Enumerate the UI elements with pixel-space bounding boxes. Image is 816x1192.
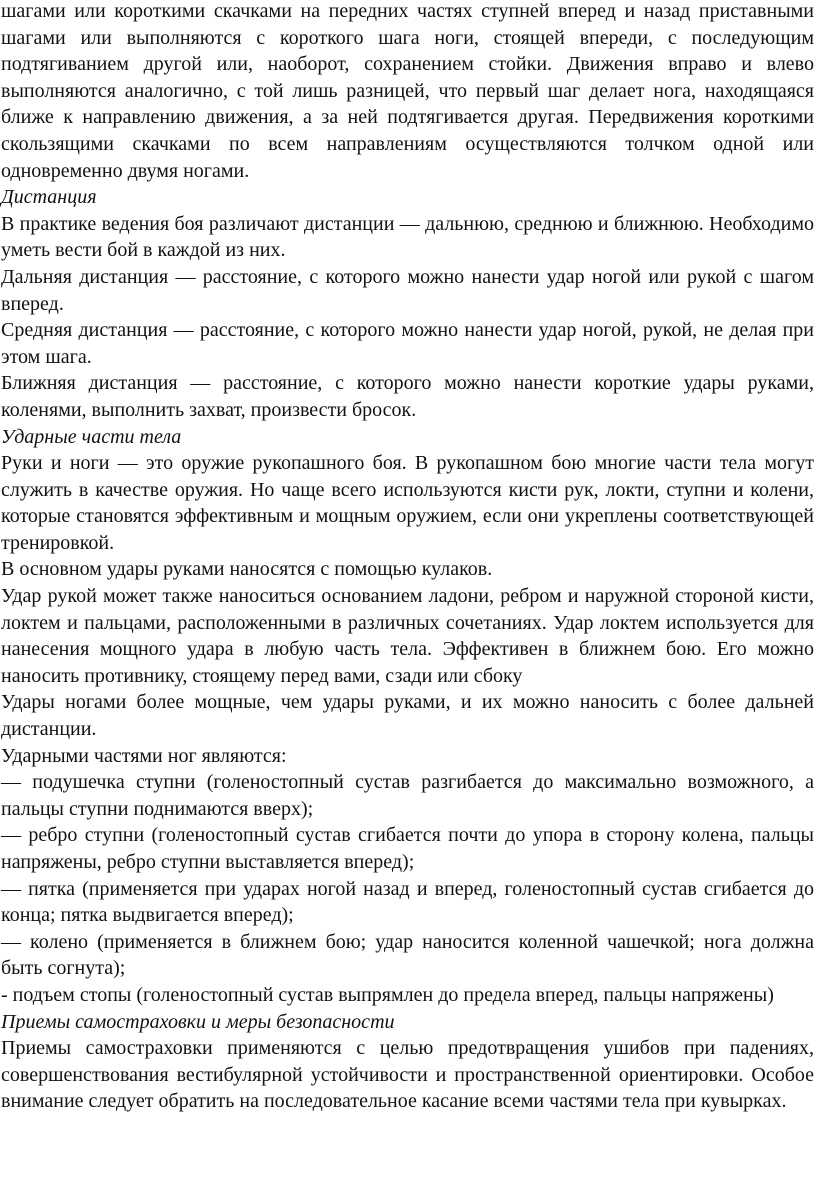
list-item-knee: — колено (применяется в ближнем бою; удар наносится коленной чашечкой; нога должна быть согнута); bbox=[1, 930, 814, 980]
list-item-instep: - подъем стопы (голеностопный сустав выпрямлен до предела вперед, пальцы напряжены) bbox=[1, 983, 774, 1006]
heading-striking-body-parts: Ударные части тела bbox=[1, 425, 182, 448]
paragraph-self-protection: Приемы самостраховки применяются с целью предотвращения ушибов при падениях, совершенствования вестибулярной устойчивости и пространственной ориентировки. Особое внимание следует обратить на последовательное касание всеми частями тела при кувырках. bbox=[1, 1037, 814, 1113]
paragraph-movement: шагами или короткими скачками на передних частях ступней вперед и назад приставными шагами или выполняются с короткого шага ноги, стоящей впереди, с последующим подтягиванием другой или, наоборот, сохранением стойки. Движения вправо и влево выполняются аналогично, с той лишь разницей, что первый шаг делает нога, находящаяся ближе к направлению движения, а за ней подтягивается другая. Передвижения короткими скользящими скачками по всем направлениям осуществляются толчком одной или одновременно двумя ногами. bbox=[1, 0, 814, 182]
paragraph-arms-legs-weapons: Руки и ноги — это оружие рукопашного боя. В рукопашном бою многие части тела могут служить в качестве оружия. Но чаще всего используются кисти рук, локти, ступни и колени, которые становятся эффективным и мощным оружием, если они укреплены соответствующей тренировкой. bbox=[1, 452, 814, 554]
paragraph-leg-strikes: Удары ногами более мощные, чем удары руками, и их можно наносить с более дальней дистанции. bbox=[1, 691, 814, 741]
list-item-heel: — пятка (применяется при ударах ногой назад и вперед, голеностопный сустав сгибается до конца; пятка выдвигается вперед); bbox=[1, 877, 814, 927]
paragraph-distance-intro: В практике ведения боя различают дистанции — дальнюю, среднюю и ближнюю. Необходимо уметь вести бой в каждой из них. bbox=[1, 212, 814, 262]
list-item-edge-of-foot: — ребро ступни (голеностопный сустав сгибается почти до упора в сторону колена, пальцы напряжены, ребро ступни выставляется вперед); bbox=[1, 824, 814, 873]
paragraph-middle-distance: Средняя дистанция — расстояние, с которого можно нанести удар ногой, рукой, не делая при этом шага. bbox=[1, 319, 814, 368]
paragraph-leg-parts-intro: Ударными частями ног являются: bbox=[1, 744, 287, 767]
paragraph-long-distance: Дальняя дистанция — расстояние, с которого можно нанести удар ногой или рукой с шагом вперед. bbox=[1, 265, 814, 315]
heading-distance: Дистанция bbox=[1, 186, 97, 209]
paragraph-close-distance: Ближняя дистанция — расстояние, с которого можно нанести короткие удары руками, коленями, выполнить захват, произвести бросок. bbox=[1, 372, 814, 421]
paragraph-fist-strikes: В основном удары руками наносятся с помощью кулаков. bbox=[1, 558, 493, 581]
paragraph-hand-strikes: Удар рукой может также наноситься основанием ладони, ребром и наружной стороной кисти, локтем и пальцами, расположенными в различных сочетаниях. Удар локтем используется для нанесения мощного удара в любую часть тела. Эффективен в ближнем бою. Его можно наносить противнику, стоящему перед вами, сзади или сбоку bbox=[1, 585, 814, 687]
heading-self-protection: Приемы самостраховки и меры безопасности bbox=[1, 1010, 395, 1033]
list-item-ball-of-foot: — подушечка ступни (голеностопный сустав разгибается до максимально возможного, а пальцы ступни поднимаются вверх); bbox=[1, 771, 814, 820]
